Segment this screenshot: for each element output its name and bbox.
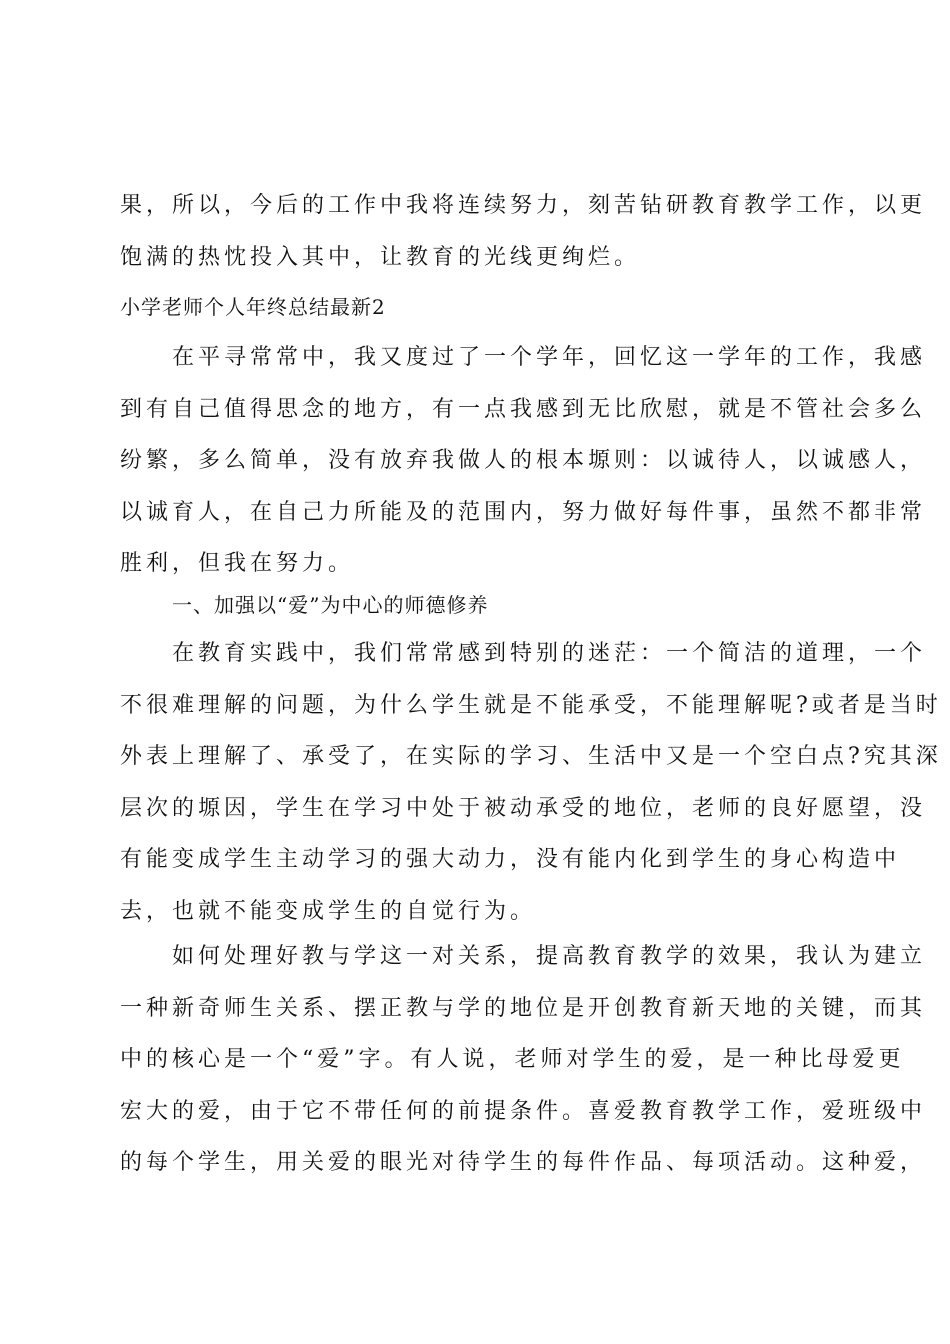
paragraph-line: 饱满的热忱投入其中，让教育的光线更绚烂。 [120,244,641,270]
paragraph-line: 外表上理解了、承受了，在实际的学习、生活中又是一个空白点?究其深 [120,744,942,769]
paragraph-line: 的每个学生，用关爱的眼光对待学生的每件作品、每项活动。这种爱， [120,1150,927,1175]
section-title [120,590,884,620]
paragraph-line: 宏大的爱，由于它不带任何的前提条件。喜爱教育教学工作，爱班级中 [120,1098,927,1124]
paragraph-line: 在平寻常常中，我又度过了一个学年，回忆这一学年的工作，我感 [172,345,927,370]
paragraph-line: 一种新奇师生关系、摆正教与学的地位是开创教育新天地的关键，而其 [120,995,927,1021]
paragraph-line: 有能变成学生主动学习的强大动力，没有能内化到学生的身心构造中 [120,847,901,872]
paragraph-line: 以诚育人，在自己力所能及的范围内，努力做好每件事，虽然不都非常 [120,499,927,525]
paragraph-intro [120,332,927,590]
paragraph-line: 胜利，但我在努力。 [120,551,355,576]
paragraph-line: 到有自己值得思念的地方，有一点我感到无比欣慰，就是不管社会多么 [120,396,927,422]
paragraph-continued [120,180,927,283]
paragraph-line: 如何处理好教与学这一对关系，提高教育教学的效果，我认为建立 [172,944,927,969]
paragraph-love [120,931,927,1189]
paragraph-line: 果，所以，今后的工作中我将连续努力，刻苦钻研教育教学工作，以更 [120,193,927,218]
paragraph-line: 纷繁，多么简单，没有放弃我做人的根本塬则：以诚待人，以诚感人， [120,448,927,473]
paragraph-line: 不很难理解的问题，为什么学生就是不能承受，不能理解呢?或者是当时 [120,692,942,718]
document-heading [120,292,832,322]
paragraph-line: 去，也就不能变成学生的自觉行为。 [120,898,537,924]
paragraph-line: 在教育实践中，我们常常感到特别的迷茫：一个简洁的道理，一个 [172,641,927,666]
paragraph-practice [120,628,942,937]
section-title-text: 一、加强以“爱”为中心的师德修养 [172,593,489,617]
paragraph-line: 中的核心是一个“爱”字。有人说，老师对学生的爱，是一种比母爱更 [120,1047,905,1072]
heading-text: 小学老师个人年终总结最新2 [120,295,386,319]
paragraph-line: 层次的塬因，学生在学习中处于被动承受的地位，老师的良好愿望，没 [120,795,927,821]
